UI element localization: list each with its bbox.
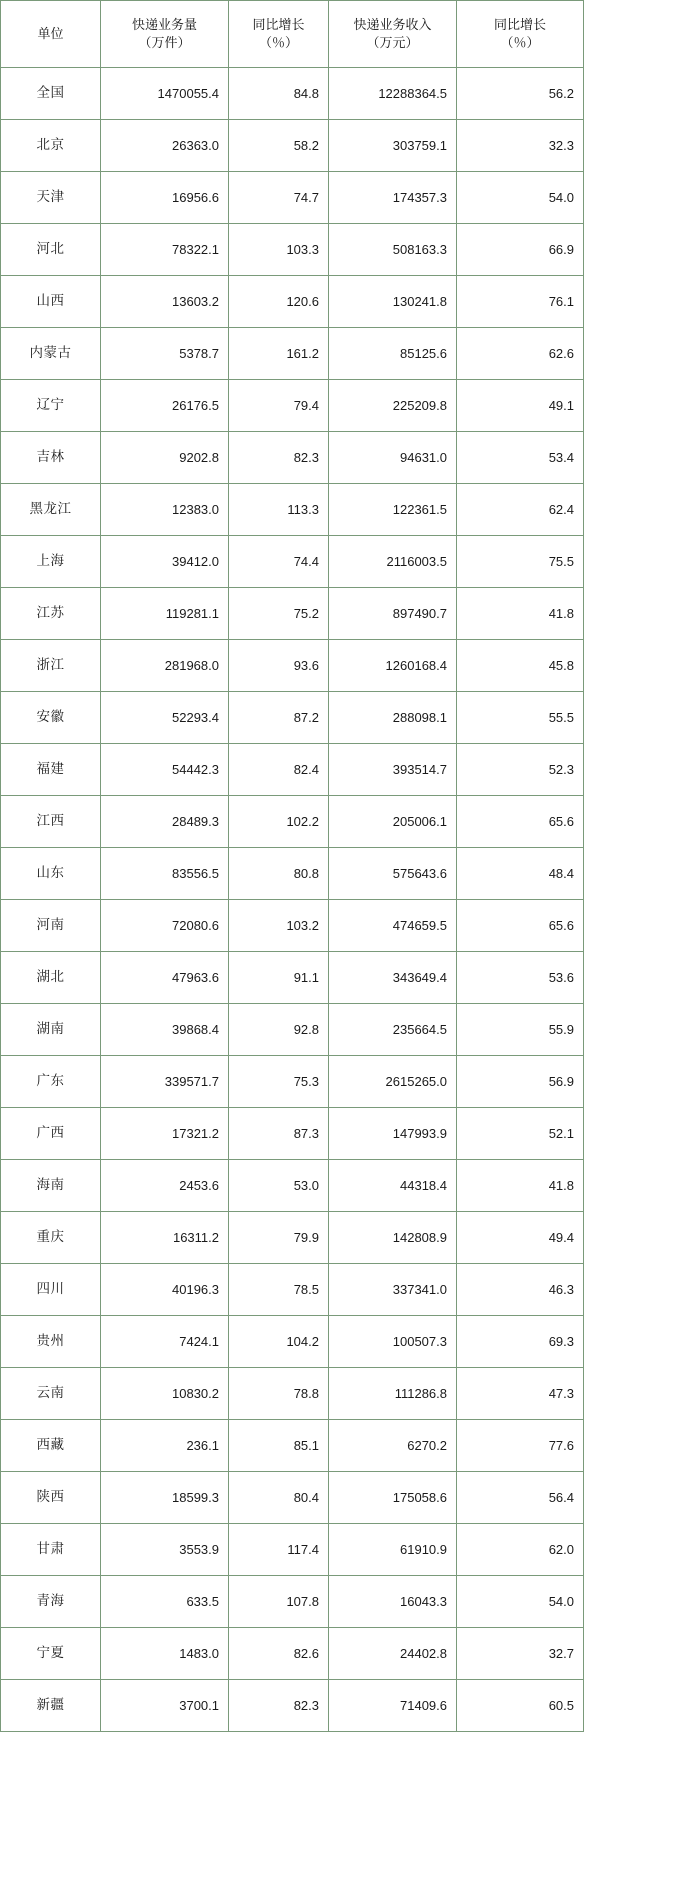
table-header — [1, 1, 584, 68]
cell-volume: 10830.2 — [101, 1368, 229, 1420]
table-row — [1, 952, 584, 1004]
cell-revenue: 303759.1 — [329, 120, 457, 172]
cell-revenue-growth: 66.9 — [457, 224, 584, 276]
cell-revenue: 337341.0 — [329, 1264, 457, 1316]
cell-volume: 1483.0 — [101, 1628, 229, 1680]
column-header-4 — [457, 1, 584, 68]
column-header-line: （％） — [258, 35, 298, 50]
cell-unit: 陕西 — [1, 1472, 101, 1524]
cell-volume-growth: 87.3 — [229, 1108, 329, 1160]
cell-revenue: 142808.9 — [329, 1212, 457, 1264]
column-header-line: （万元） — [366, 35, 419, 50]
table-body — [1, 68, 584, 1732]
cell-revenue: 122361.5 — [329, 484, 457, 536]
cell-volume: 7424.1 — [101, 1316, 229, 1368]
cell-revenue-growth: 46.3 — [457, 1264, 584, 1316]
table-row — [1, 120, 584, 172]
table-row — [1, 848, 584, 900]
cell-unit: 山西 — [1, 276, 101, 328]
cell-volume: 1470055.4 — [101, 68, 229, 120]
cell-revenue-growth: 56.2 — [457, 68, 584, 120]
cell-revenue-growth: 47.3 — [457, 1368, 584, 1420]
cell-unit: 山东 — [1, 848, 101, 900]
cell-revenue-growth: 32.7 — [457, 1628, 584, 1680]
cell-unit: 全国 — [1, 68, 101, 120]
cell-revenue: 508163.3 — [329, 224, 457, 276]
cell-volume-growth: 74.4 — [229, 536, 329, 588]
table-row — [1, 1108, 584, 1160]
cell-volume-growth: 107.8 — [229, 1576, 329, 1628]
cell-volume: 39868.4 — [101, 1004, 229, 1056]
cell-volume-growth: 75.2 — [229, 588, 329, 640]
table-row — [1, 172, 584, 224]
cell-revenue-growth: 52.1 — [457, 1108, 584, 1160]
cell-unit: 内蒙古 — [1, 328, 101, 380]
cell-revenue-growth: 54.0 — [457, 172, 584, 224]
cell-volume-growth: 102.2 — [229, 796, 329, 848]
cell-volume-growth: 84.8 — [229, 68, 329, 120]
cell-volume-growth: 79.4 — [229, 380, 329, 432]
cell-revenue-growth: 62.0 — [457, 1524, 584, 1576]
cell-unit: 贵州 — [1, 1316, 101, 1368]
cell-revenue: 94631.0 — [329, 432, 457, 484]
header-row — [1, 1, 584, 68]
cell-revenue-growth: 69.3 — [457, 1316, 584, 1368]
cell-volume-growth: 80.8 — [229, 848, 329, 900]
cell-unit: 四川 — [1, 1264, 101, 1316]
column-header-line: 快递业务量 — [131, 17, 197, 33]
cell-volume-growth: 91.1 — [229, 952, 329, 1004]
cell-volume-growth: 103.2 — [229, 900, 329, 952]
cell-revenue-growth: 56.9 — [457, 1056, 584, 1108]
cell-volume-growth: 82.6 — [229, 1628, 329, 1680]
cell-revenue-growth: 77.6 — [457, 1420, 584, 1472]
cell-volume: 39412.0 — [101, 536, 229, 588]
cell-volume: 5378.7 — [101, 328, 229, 380]
cell-volume: 339571.7 — [101, 1056, 229, 1108]
column-header-2 — [229, 1, 329, 68]
cell-revenue: 575643.6 — [329, 848, 457, 900]
cell-volume-growth: 58.2 — [229, 120, 329, 172]
cell-revenue-growth: 49.1 — [457, 380, 584, 432]
table-row — [1, 1264, 584, 1316]
table-row — [1, 1628, 584, 1680]
cell-unit: 广西 — [1, 1108, 101, 1160]
table-row — [1, 1472, 584, 1524]
cell-volume: 3700.1 — [101, 1680, 229, 1732]
cell-volume-growth: 92.8 — [229, 1004, 329, 1056]
table-row — [1, 432, 584, 484]
cell-revenue-growth: 65.6 — [457, 900, 584, 952]
column-header-0 — [1, 1, 101, 68]
cell-unit: 福建 — [1, 744, 101, 796]
table-row — [1, 1004, 584, 1056]
cell-unit: 湖南 — [1, 1004, 101, 1056]
cell-unit: 湖北 — [1, 952, 101, 1004]
cell-unit: 云南 — [1, 1368, 101, 1420]
cell-revenue: 147993.9 — [329, 1108, 457, 1160]
column-header-line: 单位 — [37, 26, 64, 42]
column-header-1 — [101, 1, 229, 68]
column-header-line: 同比增长 — [493, 17, 546, 33]
table-row — [1, 1680, 584, 1732]
cell-unit: 广东 — [1, 1056, 101, 1108]
cell-unit: 上海 — [1, 536, 101, 588]
cell-volume: 16311.2 — [101, 1212, 229, 1264]
table-row — [1, 744, 584, 796]
cell-revenue-growth: 53.4 — [457, 432, 584, 484]
cell-volume: 26176.5 — [101, 380, 229, 432]
column-header-3 — [329, 1, 457, 68]
cell-revenue-growth: 75.5 — [457, 536, 584, 588]
cell-volume: 3553.9 — [101, 1524, 229, 1576]
cell-revenue: 24402.8 — [329, 1628, 457, 1680]
table-row — [1, 1160, 584, 1212]
cell-volume-growth: 78.8 — [229, 1368, 329, 1420]
cell-unit: 浙江 — [1, 640, 101, 692]
cell-volume: 72080.6 — [101, 900, 229, 952]
cell-revenue: 61910.9 — [329, 1524, 457, 1576]
cell-volume: 281968.0 — [101, 640, 229, 692]
cell-volume: 54442.3 — [101, 744, 229, 796]
cell-revenue: 343649.4 — [329, 952, 457, 1004]
cell-unit: 辽宁 — [1, 380, 101, 432]
table-row — [1, 900, 584, 952]
cell-unit: 河南 — [1, 900, 101, 952]
cell-volume: 26363.0 — [101, 120, 229, 172]
cell-volume-growth: 74.7 — [229, 172, 329, 224]
cell-revenue: 174357.3 — [329, 172, 457, 224]
cell-volume-growth: 79.9 — [229, 1212, 329, 1264]
cell-volume: 28489.3 — [101, 796, 229, 848]
cell-revenue: 897490.7 — [329, 588, 457, 640]
table-row — [1, 588, 584, 640]
table-row — [1, 1576, 584, 1628]
cell-revenue-growth: 62.4 — [457, 484, 584, 536]
cell-volume: 633.5 — [101, 1576, 229, 1628]
table-row — [1, 328, 584, 380]
cell-revenue: 1260168.4 — [329, 640, 457, 692]
cell-volume: 13603.2 — [101, 276, 229, 328]
table-row — [1, 692, 584, 744]
cell-revenue: 393514.7 — [329, 744, 457, 796]
table-row — [1, 536, 584, 588]
cell-revenue: 225209.8 — [329, 380, 457, 432]
table-row — [1, 1316, 584, 1368]
cell-revenue: 205006.1 — [329, 796, 457, 848]
cell-unit: 北京 — [1, 120, 101, 172]
cell-volume-growth: 161.2 — [229, 328, 329, 380]
cell-unit: 青海 — [1, 1576, 101, 1628]
cell-volume-growth: 53.0 — [229, 1160, 329, 1212]
cell-unit: 黑龙江 — [1, 484, 101, 536]
cell-volume: 16956.6 — [101, 172, 229, 224]
cell-revenue-growth: 32.3 — [457, 120, 584, 172]
column-header-line: （万件） — [138, 35, 191, 50]
cell-unit: 宁夏 — [1, 1628, 101, 1680]
cell-revenue: 12288364.5 — [329, 68, 457, 120]
cell-volume-growth: 82.3 — [229, 1680, 329, 1732]
cell-volume: 18599.3 — [101, 1472, 229, 1524]
cell-revenue-growth: 48.4 — [457, 848, 584, 900]
cell-volume: 52293.4 — [101, 692, 229, 744]
cell-volume-growth: 103.3 — [229, 224, 329, 276]
cell-revenue: 71409.6 — [329, 1680, 457, 1732]
cell-revenue: 2615265.0 — [329, 1056, 457, 1108]
cell-volume: 17321.2 — [101, 1108, 229, 1160]
cell-unit: 吉林 — [1, 432, 101, 484]
cell-revenue-growth: 62.6 — [457, 328, 584, 380]
cell-revenue-growth: 41.8 — [457, 1160, 584, 1212]
cell-volume-growth: 87.2 — [229, 692, 329, 744]
cell-revenue-growth: 45.8 — [457, 640, 584, 692]
table-row — [1, 1420, 584, 1472]
cell-volume: 78322.1 — [101, 224, 229, 276]
cell-volume-growth: 113.3 — [229, 484, 329, 536]
cell-volume-growth: 75.3 — [229, 1056, 329, 1108]
cell-volume: 119281.1 — [101, 588, 229, 640]
cell-revenue-growth: 41.8 — [457, 588, 584, 640]
table-row — [1, 484, 584, 536]
cell-revenue: 288098.1 — [329, 692, 457, 744]
cell-revenue: 235664.5 — [329, 1004, 457, 1056]
cell-unit: 甘肃 — [1, 1524, 101, 1576]
column-header-line: 同比增长 — [252, 17, 305, 33]
cell-revenue-growth: 65.6 — [457, 796, 584, 848]
column-header-line: （％） — [500, 35, 540, 50]
cell-volume: 236.1 — [101, 1420, 229, 1472]
cell-volume: 12383.0 — [101, 484, 229, 536]
cell-volume-growth: 80.4 — [229, 1472, 329, 1524]
cell-volume: 9202.8 — [101, 432, 229, 484]
cell-volume: 40196.3 — [101, 1264, 229, 1316]
cell-volume: 83556.5 — [101, 848, 229, 900]
cell-unit: 河北 — [1, 224, 101, 276]
cell-revenue-growth: 49.4 — [457, 1212, 584, 1264]
table-row — [1, 1368, 584, 1420]
cell-volume-growth: 85.1 — [229, 1420, 329, 1472]
cell-revenue: 474659.5 — [329, 900, 457, 952]
table-row — [1, 796, 584, 848]
table-row — [1, 1056, 584, 1108]
table-row — [1, 380, 584, 432]
cell-volume-growth: 78.5 — [229, 1264, 329, 1316]
cell-volume-growth: 82.4 — [229, 744, 329, 796]
table-row — [1, 276, 584, 328]
cell-revenue: 2116003.5 — [329, 536, 457, 588]
cell-revenue: 175058.6 — [329, 1472, 457, 1524]
cell-revenue: 100507.3 — [329, 1316, 457, 1368]
column-header-line: 快递业务收入 — [353, 17, 432, 33]
table-row — [1, 640, 584, 692]
cell-unit: 海南 — [1, 1160, 101, 1212]
cell-revenue: 85125.6 — [329, 328, 457, 380]
cell-unit: 天津 — [1, 172, 101, 224]
cell-unit: 安徽 — [1, 692, 101, 744]
cell-revenue: 44318.4 — [329, 1160, 457, 1212]
cell-revenue: 6270.2 — [329, 1420, 457, 1472]
cell-unit: 重庆 — [1, 1212, 101, 1264]
cell-volume: 2453.6 — [101, 1160, 229, 1212]
cell-unit: 江苏 — [1, 588, 101, 640]
cell-revenue-growth: 76.1 — [457, 276, 584, 328]
cell-revenue-growth: 54.0 — [457, 1576, 584, 1628]
cell-revenue: 130241.8 — [329, 276, 457, 328]
table-row — [1, 1524, 584, 1576]
cell-unit: 新疆 — [1, 1680, 101, 1732]
cell-revenue: 111286.8 — [329, 1368, 457, 1420]
cell-volume-growth: 104.2 — [229, 1316, 329, 1368]
cell-volume-growth: 82.3 — [229, 432, 329, 484]
cell-volume-growth: 93.6 — [229, 640, 329, 692]
cell-revenue-growth: 55.5 — [457, 692, 584, 744]
cell-revenue-growth: 60.5 — [457, 1680, 584, 1732]
cell-revenue-growth: 55.9 — [457, 1004, 584, 1056]
cell-unit: 江西 — [1, 796, 101, 848]
cell-volume-growth: 120.6 — [229, 276, 329, 328]
cell-revenue-growth: 53.6 — [457, 952, 584, 1004]
cell-volume: 47963.6 — [101, 952, 229, 1004]
cell-revenue-growth: 56.4 — [457, 1472, 584, 1524]
table-row — [1, 68, 584, 120]
cell-volume-growth: 117.4 — [229, 1524, 329, 1576]
cell-unit: 西藏 — [1, 1420, 101, 1472]
table-row — [1, 1212, 584, 1264]
table-row — [1, 224, 584, 276]
cell-revenue-growth: 52.3 — [457, 744, 584, 796]
cell-revenue: 16043.3 — [329, 1576, 457, 1628]
